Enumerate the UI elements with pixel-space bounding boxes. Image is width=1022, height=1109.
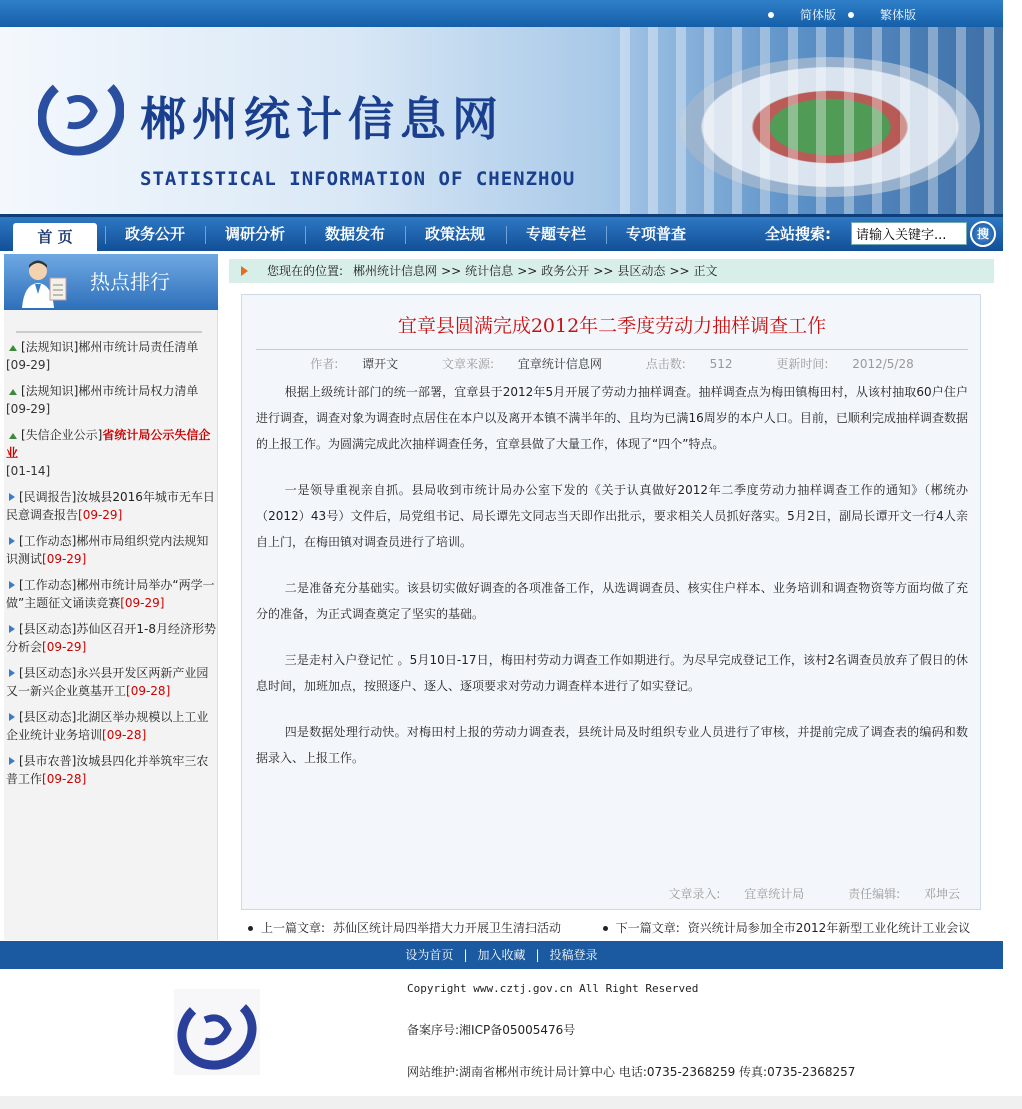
bullet-icon — [248, 926, 253, 931]
arrow-right-icon — [9, 493, 15, 501]
breadcrumb-items — [267, 259, 718, 283]
hot-list-item[interactable] — [6, 664, 216, 700]
set-homepage-link[interactable]: 设为首页 — [405, 948, 454, 962]
separator: | — [463, 948, 468, 962]
hot-item-date: [09-28] — [126, 684, 171, 698]
sidebar-header — [4, 254, 218, 310]
hot-list-item[interactable] — [6, 488, 216, 524]
breadcrumb-link[interactable]: 县区动态 — [617, 264, 666, 278]
hot-item-highlight[interactable]: 省统计局公示失信企业 — [6, 428, 211, 460]
arrow-right-icon — [9, 669, 15, 677]
submit-login-link[interactable]: 投稿登录 — [549, 948, 598, 962]
hot-item-date: [09-28] — [42, 772, 87, 786]
article-body — [256, 379, 968, 791]
clicks-label: 点击数: — [645, 357, 686, 371]
sidebar-title: 热点排行 — [90, 270, 170, 294]
hot-item-title[interactable]: [失信企业公示] — [21, 428, 103, 442]
nav-divider — [305, 226, 306, 244]
article-paragraph: 一是领导重视亲自抓。县局收到市统计局办公室下发的《关于认真做好2012年二季度劳动力抽样调查工作的通知》（郴统办（2012）43号）文件后，局党组书记、局长谭先文同志当天即作出批示，要求相关人员抓好落实。5月2日，副局长谭开文一行4人亲自上门，在梅田镇对调查员进行了培训。 — [256, 483, 968, 549]
traditional-link[interactable] — [848, 6, 916, 23]
breadcrumb-link[interactable]: 政务公开 — [541, 264, 590, 278]
breadcrumb-separator: >> — [441, 264, 462, 278]
hot-list-item[interactable] — [6, 576, 216, 612]
article-paragraph: 根据上级统计部门的统一部署，宜章县于2012年5月开展了劳动力抽样调查。抽样调查点为梅田镇梅田村，从该村抽取60户住户进行调查，调查对象为调查时点居住在本户以及离开本镇不满半年的、且均为已满16周岁的本户人口。目前，已顺利完成抽样调查数据的上报工作。为圆满完成此次抽样调查任务，宜章县做了大量工作，体现了“四个”特点。 — [256, 385, 968, 451]
bullet-icon — [768, 12, 774, 18]
author-value: 谭开文 — [362, 357, 399, 371]
divider — [16, 331, 202, 333]
prev-label: 上一篇文章: — [261, 921, 326, 935]
bullet-icon — [848, 12, 854, 18]
nav-home[interactable]: 首 页 — [13, 223, 97, 251]
simplified-label[interactable]: 简体版 — [800, 8, 837, 22]
search-label: 全站搜索: — [765, 225, 831, 243]
page-bottom-strip — [0, 1096, 1022, 1109]
site-title: 郴州统计信息网 — [140, 92, 504, 146]
hot-item-date: [09-29] — [42, 640, 87, 654]
hot-item-date: [09-29] — [78, 508, 123, 522]
nav-divider — [405, 226, 406, 244]
nav-divider — [606, 226, 607, 244]
breadcrumb-prefix: 您现在的位置: — [267, 264, 344, 278]
add-favorite-link[interactable]: 加入收藏 — [477, 948, 526, 962]
hot-item-title[interactable]: [工作动态]郴州市局组织党内法规知识测试 — [6, 534, 209, 566]
hot-item-date: [09-29] — [6, 358, 51, 372]
article-paragraph: 四是数据处理行动快。对梅田村上报的劳动力调查表，县统计局及时组织专业人员进行了审核，并提前完成了调查表的编码和数据录入、上报工作。 — [256, 725, 968, 765]
breadcrumb — [229, 259, 994, 283]
breadcrumb-link[interactable]: 郴州统计信息网 — [353, 264, 438, 278]
hot-list-item[interactable] — [6, 382, 216, 418]
hot-item-title[interactable]: [工作动态]郴州市统计局举办“两学一做”主题征文诵读竞赛 — [6, 578, 215, 610]
breadcrumb-separator: >> — [669, 264, 690, 278]
hot-list-item[interactable] — [6, 708, 216, 744]
divider — [256, 349, 968, 350]
breadcrumb-link[interactable]: 正文 — [693, 264, 718, 278]
search-input[interactable] — [851, 222, 967, 245]
hot-item-date: [01-14] — [6, 464, 51, 478]
prev-article-link[interactable]: 苏仙区统计局四举措大力开展卫生清扫活动 — [333, 921, 562, 935]
breadcrumb-separator: >> — [593, 264, 614, 278]
footer-logo-icon — [174, 989, 260, 1075]
updated-label: 更新时间: — [776, 357, 829, 371]
hot-item-title[interactable]: [民调报告]汝城县2016年城市无车日民意调查报告 — [6, 490, 215, 522]
updated-value: 2012/5/28 — [852, 357, 914, 371]
hot-item-title[interactable]: [县区动态]苏仙区召开1-8月经济形势分析会 — [6, 622, 216, 654]
banner-stripes — [620, 27, 1003, 214]
simplified-link[interactable] — [768, 6, 836, 23]
separator: | — [535, 948, 540, 962]
prev-next-nav — [248, 919, 988, 936]
traditional-label[interactable]: 繁体版 — [880, 8, 917, 22]
nav-policy[interactable]: 政策法规 — [424, 225, 485, 243]
hot-item-date: [09-29] — [42, 552, 87, 566]
breadcrumb-link[interactable]: 统计信息 — [465, 264, 514, 278]
article-title: 宜章县圆满完成2012年二季度劳动力抽样调查工作 — [397, 315, 827, 337]
nav-research[interactable]: 调研分析 — [224, 225, 285, 243]
arrow-right-icon — [241, 266, 248, 276]
nav-divider — [205, 226, 206, 244]
article-footer — [628, 885, 960, 902]
hot-item-title[interactable]: [县市农普]汝城县四化并举筑牢三农普工作 — [6, 754, 209, 786]
site-banner — [0, 27, 1003, 214]
arrow-up-icon — [9, 433, 17, 439]
next-label: 下一篇文章: — [615, 921, 680, 935]
nav-census[interactable]: 专项普查 — [625, 225, 686, 243]
hot-item-date: [09-29] — [6, 402, 51, 416]
hot-list-item[interactable] — [6, 752, 216, 788]
hot-list-item[interactable] — [6, 338, 216, 374]
arrow-right-icon — [9, 713, 15, 721]
hot-item-title[interactable]: [法规知识]郴州市统计局责任清单 — [21, 340, 199, 354]
copyright-text: Copyright www.cztj.gov.cn All Right Reserved — [407, 982, 699, 995]
search-button[interactable]: 搜 — [970, 221, 996, 247]
site-subtitle: STATISTICAL INFORMATION OF CHENZHOU — [140, 168, 576, 190]
icp-text: 备案序号:湘ICP备05005476号 — [407, 1023, 576, 1037]
nav-divider — [105, 226, 106, 244]
nav-government[interactable]: 政务公开 — [124, 225, 185, 243]
author-label: 作者: — [310, 357, 339, 371]
arrow-up-icon — [9, 345, 17, 351]
hot-list — [6, 338, 216, 796]
editor-value: 邓坤云 — [923, 887, 960, 901]
arrow-right-icon — [9, 581, 15, 589]
article-paragraph: 二是准备充分基础实。该县切实做好调查的各项准备工作，从选调调查员、核实住户样本、业务培训和调查物资等方面均做了充分的准备，为正式调查奠定了坚实的基础。 — [256, 581, 968, 621]
hot-item-date: [09-28] — [102, 728, 147, 742]
arrow-right-icon — [9, 537, 15, 545]
bottom-link-bar — [0, 941, 1003, 969]
site-footer — [0, 969, 1003, 1096]
source-value: 宜章统计信息网 — [517, 357, 602, 371]
hot-item-title[interactable]: [县区动态]永兴县开发区两新产业园又一新兴企业奠基开工 — [6, 666, 209, 698]
hot-item-title[interactable]: [法规知识]郴州市统计局权力清单 — [21, 384, 199, 398]
site-logo-icon — [38, 71, 124, 157]
arrow-right-icon — [9, 757, 15, 765]
hot-list-item[interactable] — [6, 426, 216, 480]
user-avatar-icon — [18, 258, 70, 308]
hot-list-item[interactable] — [6, 532, 216, 568]
article-panel — [241, 294, 981, 910]
breadcrumb-separator: >> — [517, 264, 538, 278]
editor-label: 责任编辑: — [848, 887, 901, 901]
source-label: 文章来源: — [441, 357, 495, 371]
nav-topics[interactable]: 专题专栏 — [525, 225, 586, 243]
nav-data-release[interactable]: 数据发布 — [324, 225, 385, 243]
arrow-up-icon — [9, 389, 17, 395]
hot-item-date: [09-29] — [120, 596, 165, 610]
entry-value: 宜章统计局 — [744, 887, 805, 901]
next-article-link[interactable]: 资兴统计局参加全市2012年新型工业化统计工业会议 — [687, 921, 971, 935]
clicks-value: 512 — [709, 357, 733, 371]
arrow-right-icon — [9, 625, 15, 633]
hot-ranking-sidebar — [4, 254, 218, 940]
article-paragraph: 三是走村入户登记忙 。5月10日-17日，梅田村劳动力调查工作如期进行。为尽早完成登记工作，该村2名调查员放弃了假日的休息时间，加班加点，按照逐户、逐人、逐项要求对劳动力调查样本进行了如实登记。 — [256, 653, 968, 693]
hot-item-title[interactable]: [县区动态]北湖区举办规模以上工业企业统计业务培训 — [6, 710, 209, 742]
hot-list-item[interactable] — [6, 620, 216, 656]
top-language-bar — [0, 0, 1003, 27]
main-nav — [0, 214, 1003, 251]
bullet-icon — [603, 926, 608, 931]
article-meta — [242, 355, 982, 372]
nav-divider — [506, 226, 507, 244]
entry-label: 文章录入: — [668, 887, 721, 901]
maintainer-text: 网站维护:湖南省郴州市统计局计算中心 电话:0735-2368259 传真:0735-2368257 — [407, 1065, 856, 1079]
